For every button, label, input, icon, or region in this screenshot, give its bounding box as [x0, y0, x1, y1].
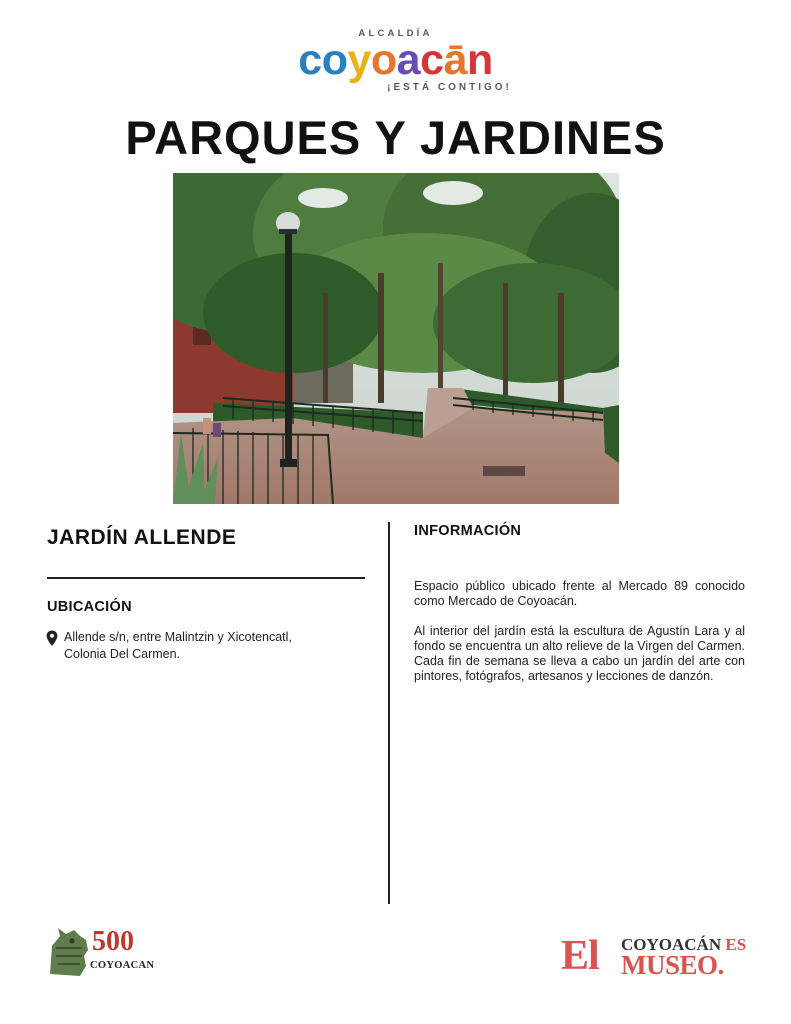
location-label: UBICACIÓN [47, 599, 132, 615]
column-divider [388, 522, 390, 904]
logo-alcaldia-text: ALCALDÍA [358, 28, 433, 39]
museo-es: ES [725, 935, 747, 954]
address-line-2: Colonia Del Carmen. [64, 647, 181, 661]
anniversary-city: COYOACAN [90, 960, 155, 971]
park-name: JARDÍN ALLENDE [47, 526, 237, 549]
park-photo [173, 173, 619, 504]
museo-el: El [561, 933, 599, 979]
logo-letter: ā [443, 36, 467, 84]
coyoacan-es-museo-logo [561, 932, 751, 982]
logo-letter: o [370, 36, 397, 84]
logo-coyoacan-wordmark [0, 36, 791, 84]
logo-letter: c [420, 36, 444, 84]
page-title: PARQUES Y JARDINES [125, 111, 666, 164]
info-label: INFORMACIÓN [414, 523, 522, 539]
logo-slogan: ¡ESTÁ CONTIGO! [387, 82, 512, 93]
section-divider [47, 577, 365, 579]
address-text [64, 629, 364, 663]
logo-letter: a [396, 36, 421, 84]
map-pin-icon [46, 630, 58, 647]
alcaldia-logo [0, 28, 791, 93]
museo-word: MUSEO. [621, 950, 724, 980]
address-line-1: Allende s/n, entre Malintzin y Xicotencatl, [64, 630, 292, 644]
logo-letter: y [347, 36, 371, 84]
info-paragraph-1: Espacio público ubicado frente al Mercado 89 conocido como Mercado de Coyoacán. [414, 579, 745, 608]
logo-letter: o [321, 36, 348, 84]
logo-letter: n [466, 36, 493, 84]
anniversary-number: 500 [92, 926, 134, 957]
museo-coyoacan: COYOACÁN [621, 935, 722, 954]
logo-letter: c [298, 36, 322, 84]
info-text [414, 579, 745, 699]
info-paragraph-2: Al interior del jardín está la escultura de Agustín Lara y al fondo se encuentra un alto relieve de la Virgen del Carmen. Cada fin de semana se lleva a cabo un jardín del arte con pintores, fotógrafos, artesanos y lecciones de danzón. [414, 624, 745, 683]
park-photo-image [173, 173, 619, 504]
